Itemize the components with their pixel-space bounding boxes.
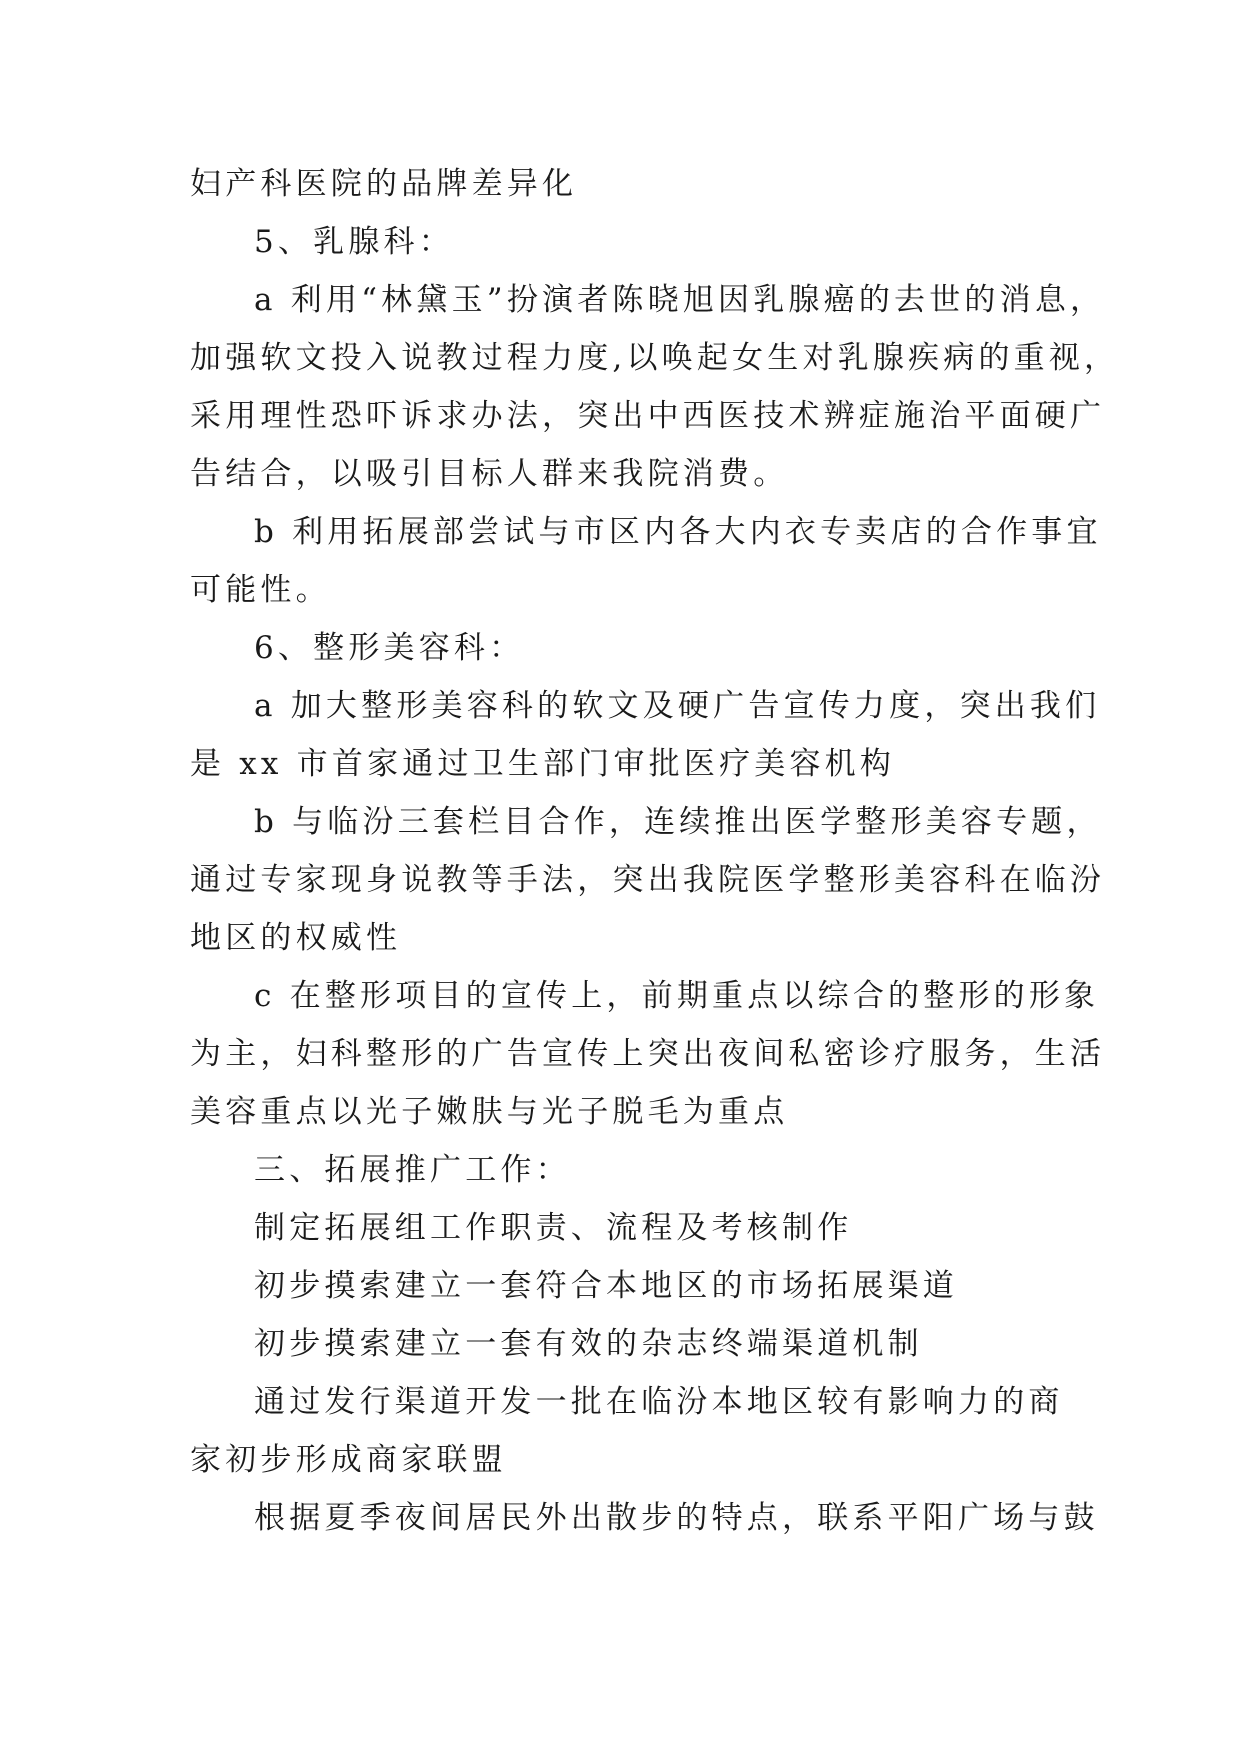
section-heading: 三、拓展推广工作： (254, 1152, 571, 1188)
text-line: a 加大整形美容科的软文及硬广告宣传力度，突出我们 (254, 688, 1101, 724)
text-line: 家初步形成商家联盟 (190, 1442, 507, 1478)
text-line: 告结合，以吸引目标人群来我院消费。 (190, 456, 789, 492)
text-line: 妇产科医院的品牌差异化 (190, 166, 578, 202)
text-line: 为主，妇科整形的广告宣传上突出夜间私密诊疗服务，生活 (190, 1036, 1106, 1072)
text-line: b 利用拓展部尝试与市区内各大内衣专卖店的合作事宜 (254, 514, 1102, 550)
text-line: 采用理性恐吓诉求办法，突出中西医技术辨症施治平面硬广 (190, 398, 1106, 434)
section-heading: 5、乳腺科： (254, 224, 454, 260)
text-line: 加强软文投入说教过程力度,以唤起女生对乳腺疾病的重视， (190, 340, 1120, 376)
text-line: 是 xx 市首家通过卫生部门审批医疗美容机构 (190, 746, 896, 782)
list-item: 初步摸索建立一套符合本地区的市场拓展渠道 (254, 1268, 958, 1304)
list-item: 根据夏季夜间居民外出散步的特点，联系平阳广场与鼓 (254, 1500, 1099, 1536)
list-item: 制定拓展组工作职责、流程及考核制作 (254, 1210, 853, 1246)
text-line: 美容重点以光子嫩肤与光子脱毛为重点 (190, 1094, 789, 1130)
section-heading: 6、整形美容科： (254, 630, 525, 666)
list-item: 初步摸索建立一套有效的杂志终端渠道机制 (254, 1326, 923, 1362)
text-line: 通过专家现身说教等手法，突出我院医学整形美容科在临汾 (190, 862, 1106, 898)
text-line: b 与临汾三套栏目合作，连续推出医学整形美容专题， (254, 804, 1102, 840)
list-item: 通过发行渠道开发一批在临汾本地区较有影响力的商 (254, 1384, 1064, 1420)
text-line: 地区的权威性 (190, 920, 402, 956)
text-line: c 在整形项目的宣传上，前期重点以综合的整形的形象 (254, 978, 1100, 1014)
text-line: 可能性。 (190, 572, 331, 608)
text-line: a 利用“林黛玉”扮演者陈晓旭因乳腺癌的去世的消息， (254, 282, 1106, 318)
